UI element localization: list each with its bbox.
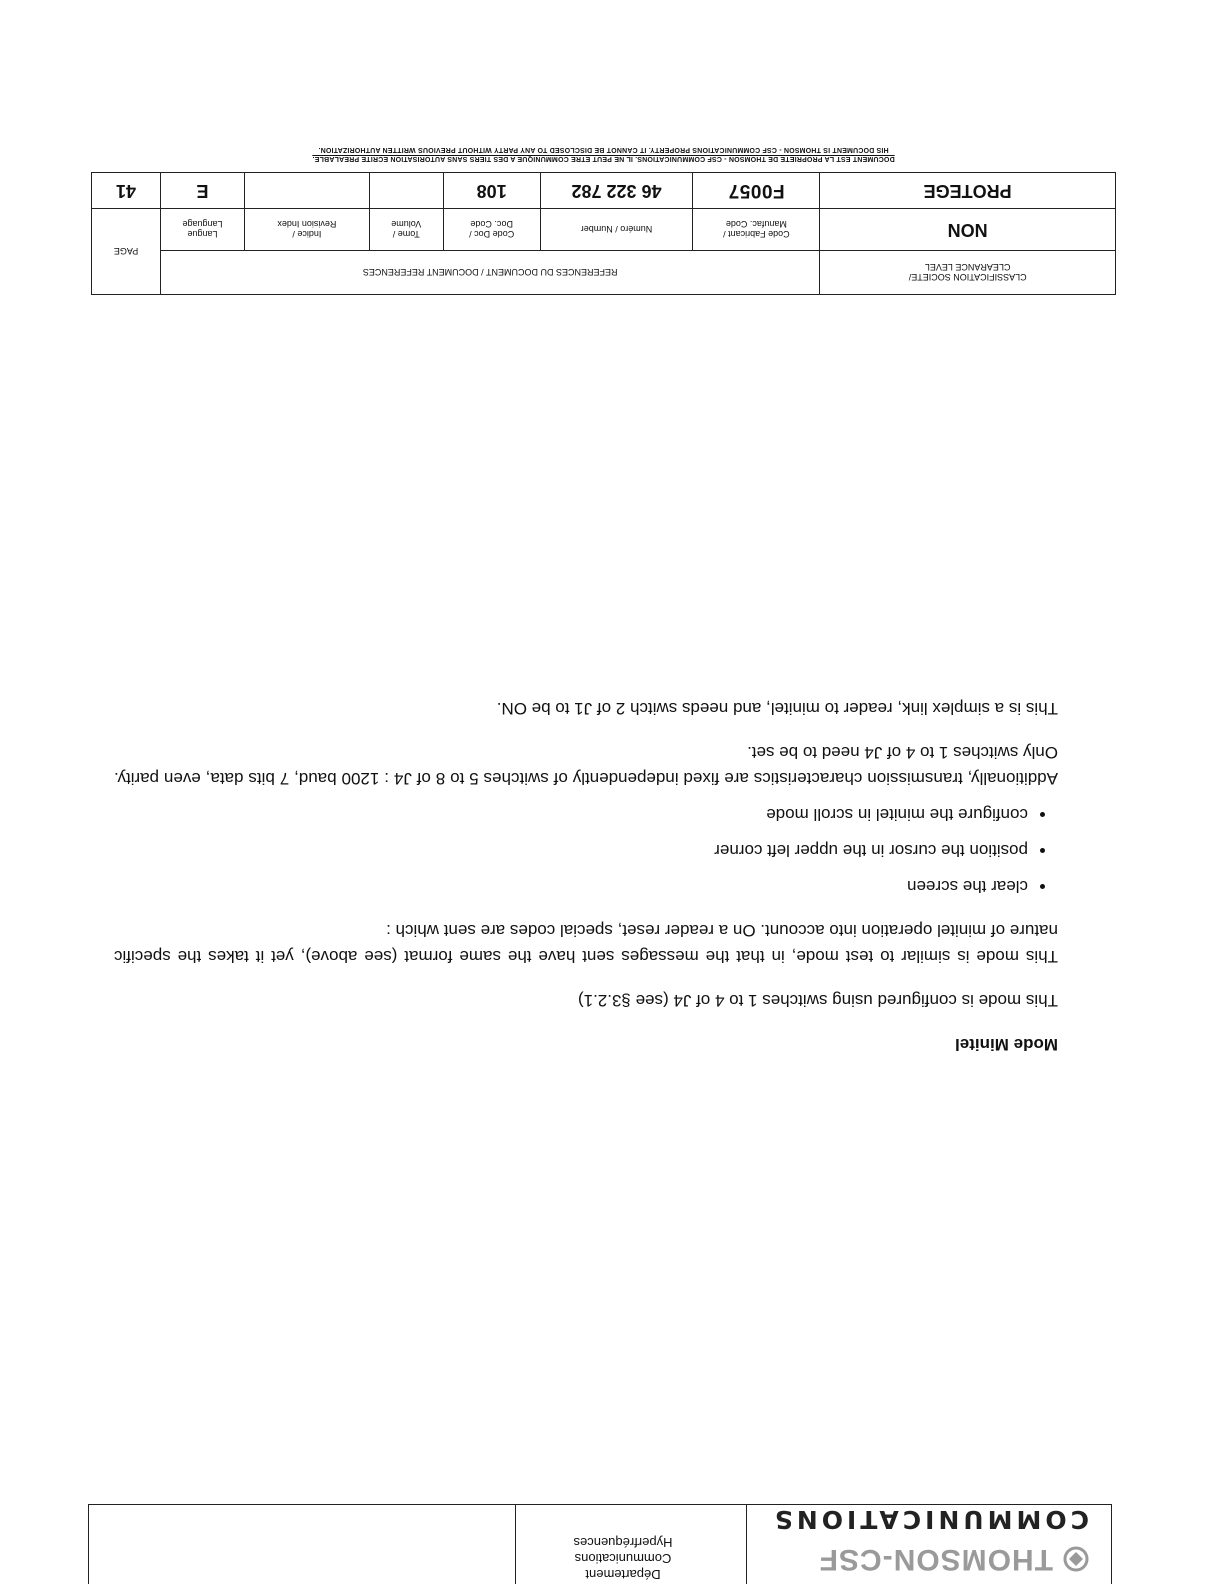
paragraph: Additionally, transmission characteristics are fixed independently of switches 5 to 8 of J4 : 1200 baud, 7 bits data, even parity. Only switches 1 to 4 of J4 need to be set. bbox=[114, 743, 1058, 788]
page-label: PAGE bbox=[92, 209, 161, 295]
doc-code-label: Doc. Code bbox=[470, 219, 513, 230]
letterhead-logo-cell bbox=[746, 1505, 1111, 1584]
volume-label: Tome / bbox=[392, 229, 420, 240]
department-line: Hyperfréquences bbox=[573, 1535, 673, 1550]
department-name bbox=[558, 1534, 688, 1582]
doc-code-label-cell bbox=[443, 209, 540, 251]
revision-label: Indice / bbox=[292, 229, 322, 240]
page-number-value: 41 bbox=[92, 173, 161, 209]
notice-line-english: HIS DOCUMENT IS THOMSON - CSF COMMUNICATIONS PROPERTY. IT CANNOT BE DISCLOSED TO ANY PARTY WITHOUT PREVIOUS WRITTEN AUTHORIZATION. bbox=[318, 146, 889, 153]
list-item: • position the cursor in the upper left corner bbox=[114, 837, 1028, 863]
manufacturer-label: Manufac. Code bbox=[725, 219, 787, 230]
classification-status: PROTEGE bbox=[820, 173, 1116, 209]
references-header: REFERENCES DU DOCUMENT / DOCUMENT REFERENCES bbox=[161, 251, 820, 295]
notice-line-french: DOCUMENT EST LA PROPRIETE DE THOMSON - CSF COMMUNICATIONS. IL NE PEUT ETRE COMMUNIQUE A DES TIERS SANS AUTORISATION ECRITE PREALABLE. bbox=[312, 155, 895, 162]
list-item: • clear the screen bbox=[114, 873, 1028, 899]
number-label: Numéro / Number bbox=[540, 209, 693, 251]
language-label: Language bbox=[182, 219, 223, 230]
volume-value bbox=[369, 173, 443, 209]
company-logo bbox=[819, 1542, 1089, 1576]
logo-text: THOMSON-CSF bbox=[818, 1543, 1053, 1576]
thomson-logo-icon bbox=[1063, 1546, 1089, 1572]
letterhead bbox=[88, 1504, 1112, 1584]
department-line: Communications bbox=[574, 1551, 672, 1566]
revision-value bbox=[244, 173, 369, 209]
letterhead-department-cell bbox=[515, 1505, 746, 1584]
doc-code-value: 108 bbox=[443, 173, 540, 209]
volume-label-cell bbox=[369, 209, 443, 251]
classification-value: NON bbox=[820, 209, 1116, 251]
revision-label-cell bbox=[244, 209, 369, 251]
manufacturer-code-value: F0057 bbox=[693, 173, 820, 209]
classification-cell bbox=[820, 251, 1116, 295]
paragraph: This is a simplex link, reader to minitel, and needs switch 2 of J1 to be ON. bbox=[496, 699, 1058, 718]
letterhead-empty-cell bbox=[89, 1505, 515, 1584]
document-reference-table bbox=[91, 172, 1116, 295]
doc-code-label: Code Doc / bbox=[469, 229, 515, 240]
letterhead-subtitle: COMMUNICATIONS bbox=[770, 1505, 1089, 1534]
classification-label: CLASSIFICATION SOCIETE/ bbox=[908, 272, 1027, 283]
language-value: E bbox=[161, 173, 245, 209]
paragraph: This mode is configured using switches 1 to 4 of J4 (see §3.2.1) bbox=[577, 991, 1058, 1010]
document-number-value: 46 322 782 bbox=[540, 173, 693, 209]
department-line: Département bbox=[585, 1567, 661, 1582]
bullet-list bbox=[114, 801, 1058, 899]
section-heading: Mode Minitel bbox=[955, 1035, 1058, 1054]
revision-label: Revision Index bbox=[277, 219, 337, 230]
manufacturer-label-cell bbox=[693, 209, 820, 251]
paragraph: This mode is similar to test mode, in that the messages sent have the same format (see above), yet it takes the specific nature of minitel operation into account. On a reader reset, special codes are sent which : bbox=[114, 921, 1058, 966]
manufacturer-label: Code Fabricant / bbox=[723, 229, 790, 240]
list-item: • configure the minitel in scroll mode bbox=[114, 801, 1028, 827]
language-label: Langue bbox=[187, 229, 218, 240]
volume-label: Volume bbox=[391, 219, 422, 230]
confidentiality-notice bbox=[91, 145, 1116, 163]
clearance-label: CLEARANCE LEVEL bbox=[924, 262, 1011, 273]
document-body bbox=[114, 677, 1058, 1057]
language-label-cell bbox=[161, 209, 245, 251]
